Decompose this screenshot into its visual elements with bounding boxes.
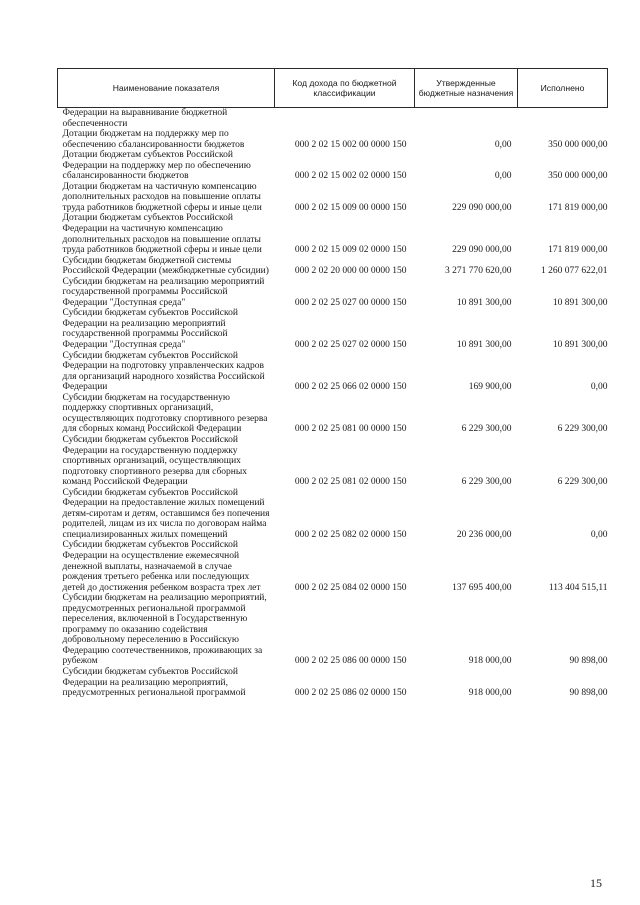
- row-name: Дотации бюджетам субъектов Российской Федерации на частичную компенсацию дополнительных расходов на повышение оплаты труда работников бюджетной сферы и иные цели: [62, 213, 262, 256]
- row-code: 000 2 02 15 009 00 0000 150: [294, 202, 407, 213]
- row-executed: 1 260 077 622,01: [541, 266, 608, 277]
- row-code: 000 2 02 25 027 00 0000 150: [294, 297, 407, 308]
- table-row: [58, 213, 608, 255]
- budget-table: [57, 68, 608, 699]
- row-approved: [415, 108, 518, 130]
- row-approved: 229 090 000,00: [452, 245, 512, 256]
- row-name: Субсидии бюджетам бюджетной системы Российской Федерации (межбюджетные субсидии): [62, 255, 269, 277]
- row-approved: 6 229 300,00: [461, 477, 512, 488]
- row-approved: 20 236 000,00: [456, 529, 512, 540]
- row-name: Субсидии бюджетам субъектов Российской Федерации на осуществление ежемесячной денежной выплаты, назначаемой в случае рождения третьего ребенка или последующих детей до достижения ребенком возраста трех лет: [62, 540, 261, 593]
- row-executed: 10 891 300,00: [552, 297, 608, 308]
- table-row: [58, 351, 608, 393]
- row-code: 000 2 02 15 002 00 0000 150: [294, 139, 407, 150]
- row-code: 000 2 02 15 002 02 0000 150: [294, 171, 407, 182]
- row-code: 000 2 02 20 000 00 0000 150: [294, 266, 407, 277]
- row-code: 000 2 02 25 086 02 0000 150: [294, 688, 407, 699]
- row-executed: 171 819 000,00: [548, 245, 608, 256]
- table-row: [58, 129, 608, 150]
- row-name: Дотации бюджетам на частичную компенсацию дополнительных расходов на повышение оплаты труда работников бюджетной сферы и иные цели: [62, 181, 262, 213]
- row-executed: 10 891 300,00: [552, 340, 608, 351]
- table-row: [58, 540, 608, 593]
- row-code: 000 2 02 25 066 02 0000 150: [294, 382, 407, 393]
- row-name: Субсидии бюджетам субъектов Российской Федерации на реализацию мероприятий, предусмотренных региональной программой: [62, 666, 246, 699]
- row-name: Федерации на выравнивание бюджетной обеспеченности: [62, 108, 228, 129]
- row-executed: 90 898,00: [569, 688, 608, 699]
- table-row: [58, 277, 608, 309]
- header-executed: Исполнено: [518, 69, 608, 108]
- row-name: Дотации бюджетам субъектов Российской Федерации на поддержку мер по обеспечению сбалансированности бюджетов: [62, 150, 251, 182]
- row-executed: 350 000 000,00: [548, 171, 608, 182]
- table-row: [58, 435, 608, 488]
- header-code: Код дохода по бюджетной классификации: [275, 69, 415, 108]
- row-approved: 0,00: [494, 171, 512, 182]
- row-name: Дотации бюджетам на поддержку мер по обеспечению сбалансированности бюджетов: [62, 129, 245, 150]
- row-code: 000 2 02 25 084 02 0000 150: [294, 582, 407, 593]
- row-approved: 6 229 300,00: [461, 424, 512, 435]
- row-executed: 6 229 300,00: [557, 424, 608, 435]
- row-executed: 0,00: [590, 382, 608, 393]
- header-name: Наименование показателя: [58, 69, 275, 108]
- table-row: [58, 393, 608, 435]
- row-name: Субсидии бюджетам субъектов Российской Федерации на государственную поддержку спортивных организаций, осуществляющих подготовку спортивного резерва для сборных команд Российской Федерации: [62, 434, 248, 488]
- row-approved: 169 900,00: [468, 382, 512, 393]
- row-code: 000 2 02 25 081 02 0000 150: [294, 477, 407, 488]
- row-name: Субсидии бюджетам субъектов Российской Федерации на предоставление жилых помещений детям-сиротам и детям, оставшимся без попечения родителей, лицам из их числа по договорам найма специализированных жилых помещений: [62, 487, 270, 540]
- header-approved: Утвержденные бюджетные назначения: [415, 69, 518, 108]
- row-name: Субсидии бюджетам на государственную поддержку спортивных организаций, осуществляющих подготовку спортивного резерва для сборных команд Российской Федерации: [62, 392, 268, 435]
- row-name: Субсидии бюджетам на реализацию мероприятий, предусмотренных региональной программой переселения, включенной в Государственную программу по оказанию содействия добровольному переселению в Российскую Федерацию соотечественников, проживающих за рубежом: [62, 593, 267, 667]
- row-name: Субсидии бюджетам субъектов Российской Федерации на реализацию мероприятий государственной программы Российской Федерации "Доступная среда": [62, 308, 238, 351]
- row-code: 000 2 02 25 027 02 0000 150: [294, 340, 407, 351]
- table-row: [58, 488, 608, 541]
- row-approved: 918 000,00: [468, 656, 512, 667]
- row-executed: 90 898,00: [569, 656, 608, 667]
- table-row: [58, 150, 608, 182]
- row-approved: 918 000,00: [468, 688, 512, 699]
- row-code: 000 2 02 25 086 00 0000 150: [294, 656, 407, 667]
- row-approved: 10 891 300,00: [456, 297, 512, 308]
- row-approved: 10 891 300,00: [456, 340, 512, 351]
- row-approved: 0,00: [494, 139, 512, 150]
- row-executed: 6 229 300,00: [557, 477, 608, 488]
- row-executed: 113 404 515,11: [548, 582, 608, 593]
- row-executed: 0,00: [590, 529, 608, 540]
- row-code: 000 2 02 25 081 00 0000 150: [294, 424, 407, 435]
- row-name: Субсидии бюджетам на реализацию мероприятий государственной программы Российской Федерации "Доступная среда": [62, 276, 265, 308]
- table-row: [58, 667, 608, 699]
- table-row: [58, 593, 608, 667]
- row-approved: 3 271 770 620,00: [445, 266, 512, 277]
- table-row: [58, 108, 608, 130]
- table-body: [58, 108, 608, 699]
- table-header: [58, 69, 608, 108]
- page-number: 15: [590, 876, 602, 890]
- row-code: 000 2 02 15 009 02 0000 150: [294, 245, 407, 256]
- row-code: [275, 108, 415, 130]
- row-executed: 350 000 000,00: [548, 139, 608, 150]
- row-approved: 137 695 400,00: [452, 582, 512, 593]
- row-code: 000 2 02 25 082 02 0000 150: [294, 529, 407, 540]
- row-approved: 229 090 000,00: [452, 202, 512, 213]
- row-name: Субсидии бюджетам субъектов Российской Федерации на подготовку управленческих кадров для организаций народного хозяйства Российской Федерации: [62, 350, 265, 393]
- row-executed: 171 819 000,00: [548, 202, 608, 213]
- table-row: [58, 308, 608, 350]
- row-executed: [518, 108, 608, 130]
- table-row: [58, 256, 608, 277]
- table-row: [58, 182, 608, 214]
